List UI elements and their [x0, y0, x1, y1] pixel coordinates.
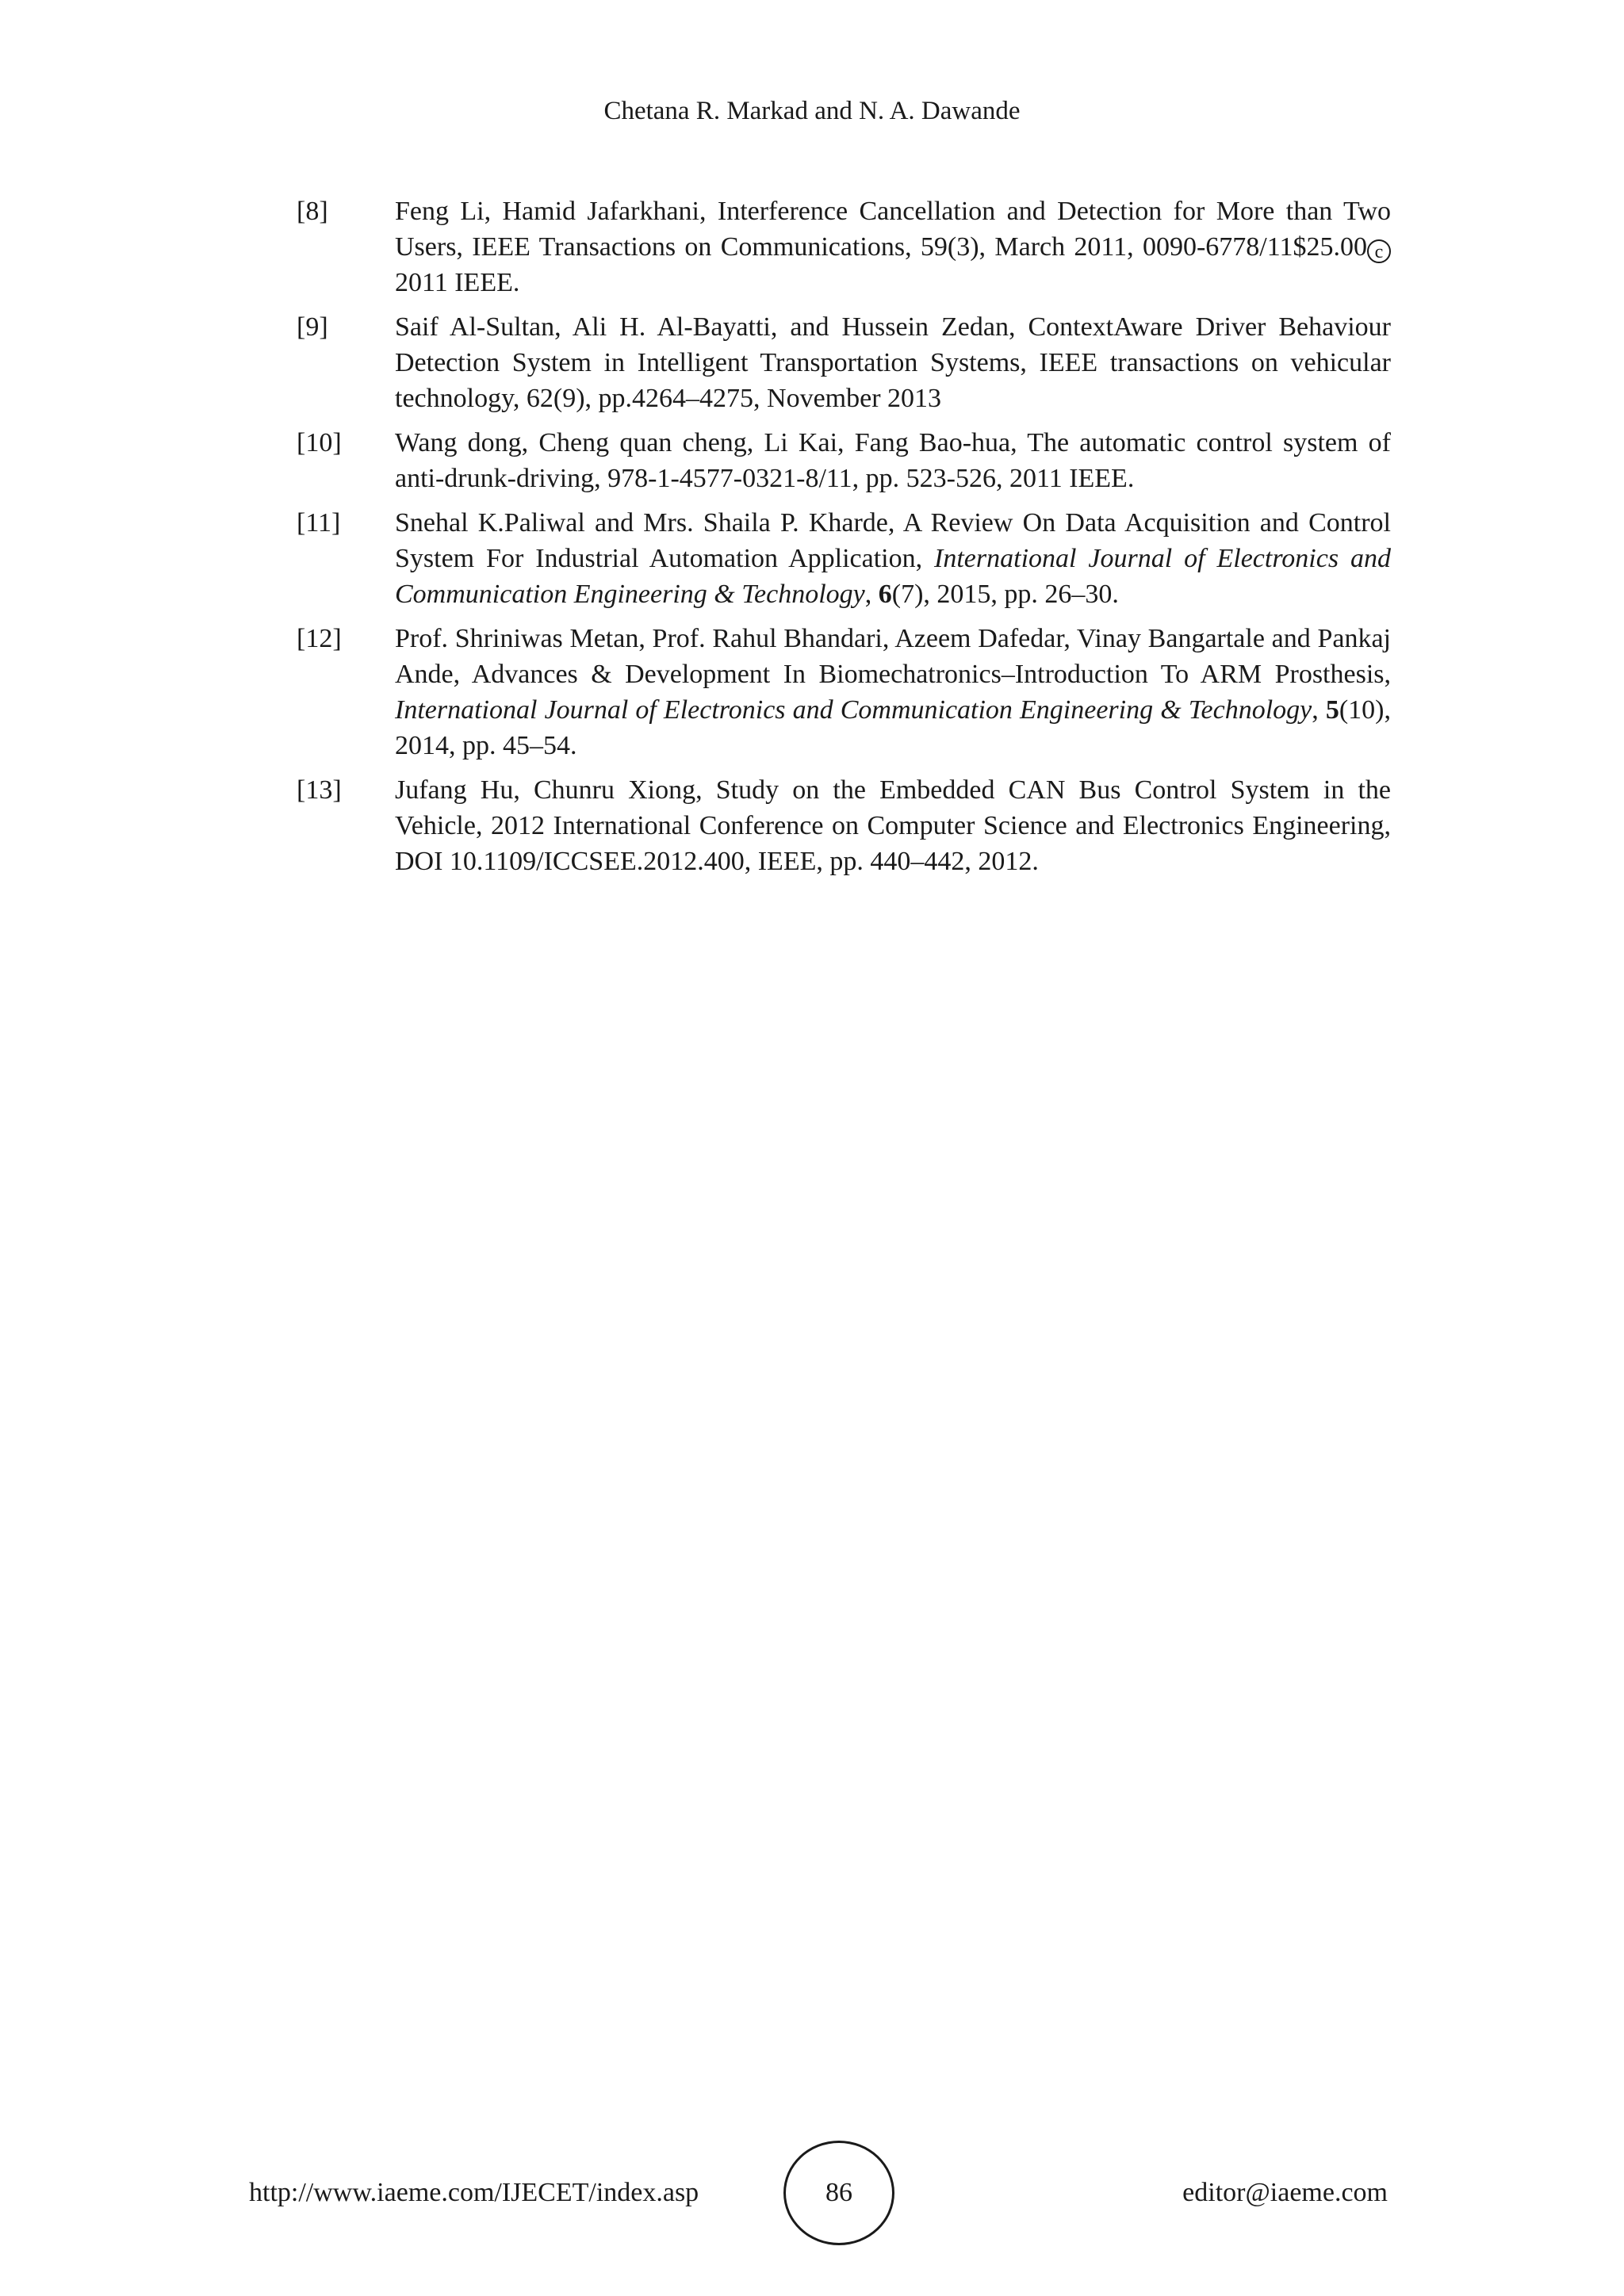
reference-text-segment: (10), 2014, pp. 45–54. — [395, 695, 1392, 760]
reference-text-segment: Prof. Shriniwas Metan, Prof. Rahul Bhandari, Azeem Dafedar, Vinay Bangartale and Pankaj Ande, Advances & Development In Biomechatronics–Introduction To ARM Prosthesis, — [395, 624, 1391, 689]
volume-number: 6 — [878, 580, 892, 609]
reference-text-segment: Feng Li, Hamid Jafarkhani, Interference Cancellation and Detection for More than Two Users, IEEE Transactions on Communications, 59(3), March 2011, 0090-6778/11$25.00 — [395, 197, 1391, 262]
reference-text-segment: Snehal K.Paliwal and Mrs. Shaila P. Kharde, A Review On Data Acquisition and Control System For Industrial Automation Application, — [395, 508, 1391, 573]
reference-text — [395, 772, 1391, 879]
copyright-symbol: c — [1367, 239, 1391, 263]
reference-item — [297, 425, 1391, 496]
reference-number: [12] — [297, 624, 342, 653]
reference-text-segment: (7), 2015, pp. 26–30. — [891, 580, 1119, 609]
reference-item — [297, 505, 1391, 612]
reference-item — [297, 309, 1391, 416]
reference-list — [297, 193, 1391, 888]
reference-item — [297, 621, 1391, 763]
reference-text — [395, 621, 1391, 763]
reference-number: [11] — [297, 508, 341, 538]
reference-number: [13] — [297, 775, 342, 805]
reference-text-segment: Jufang Hu, Chunru Xiong, Study on the Embedded CAN Bus Control System in the Vehicle, 2012 International Conference on Computer Science and Electronics Engineering, DOI 10.1109/ICCSEE.2012.400, IEEE, pp. 440–442, 2012. — [395, 775, 1391, 876]
reference-text-segment: Wang dong, Cheng quan cheng, Li Kai, Fang Bao-hua, The automatic control system of anti-drunk-driving, 978-1-4577-0321-8/11, pp. 523-526, 2011 IEEE. — [395, 428, 1391, 493]
footer-url-link[interactable]: http://www.iaeme.com/IJECET/index.asp — [249, 2178, 699, 2207]
reference-number: [9] — [297, 312, 328, 342]
page-number: 86 — [825, 2178, 852, 2207]
page-number-circle — [783, 2141, 894, 2245]
reference-number: [10] — [297, 428, 342, 457]
volume-number: 5 — [1325, 695, 1339, 725]
reference-text-segment: 2011 IEEE. — [395, 268, 520, 297]
reference-text — [395, 309, 1391, 416]
reference-item — [297, 193, 1391, 300]
page-header-authors: Chetana R. Markad and N. A. Dawande — [603, 97, 1021, 125]
reference-text — [395, 505, 1391, 612]
reference-text-segment: , — [864, 580, 879, 609]
reference-text-segment: , — [1312, 695, 1326, 725]
reference-text-segment: Saif Al-Sultan, Ali H. Al-Bayatti, and Hussein Zedan, ContextAware Driver Behaviour Detection System in Intelligent Transportation Systems, IEEE transactions on vehicular technology, 62(9), pp.4264–4275, November 2013 — [395, 312, 1391, 413]
reference-text — [395, 193, 1391, 300]
journal-title: International Journal of Electronics and Communication Engineering & Technology — [395, 544, 1391, 609]
reference-text — [395, 425, 1391, 496]
footer-email-link[interactable]: editor@iaeme.com — [1182, 2178, 1388, 2207]
reference-item — [297, 772, 1391, 879]
journal-title: International Journal of Electronics and Communication Engineering & Technology — [395, 695, 1312, 725]
reference-number: [8] — [297, 197, 328, 226]
